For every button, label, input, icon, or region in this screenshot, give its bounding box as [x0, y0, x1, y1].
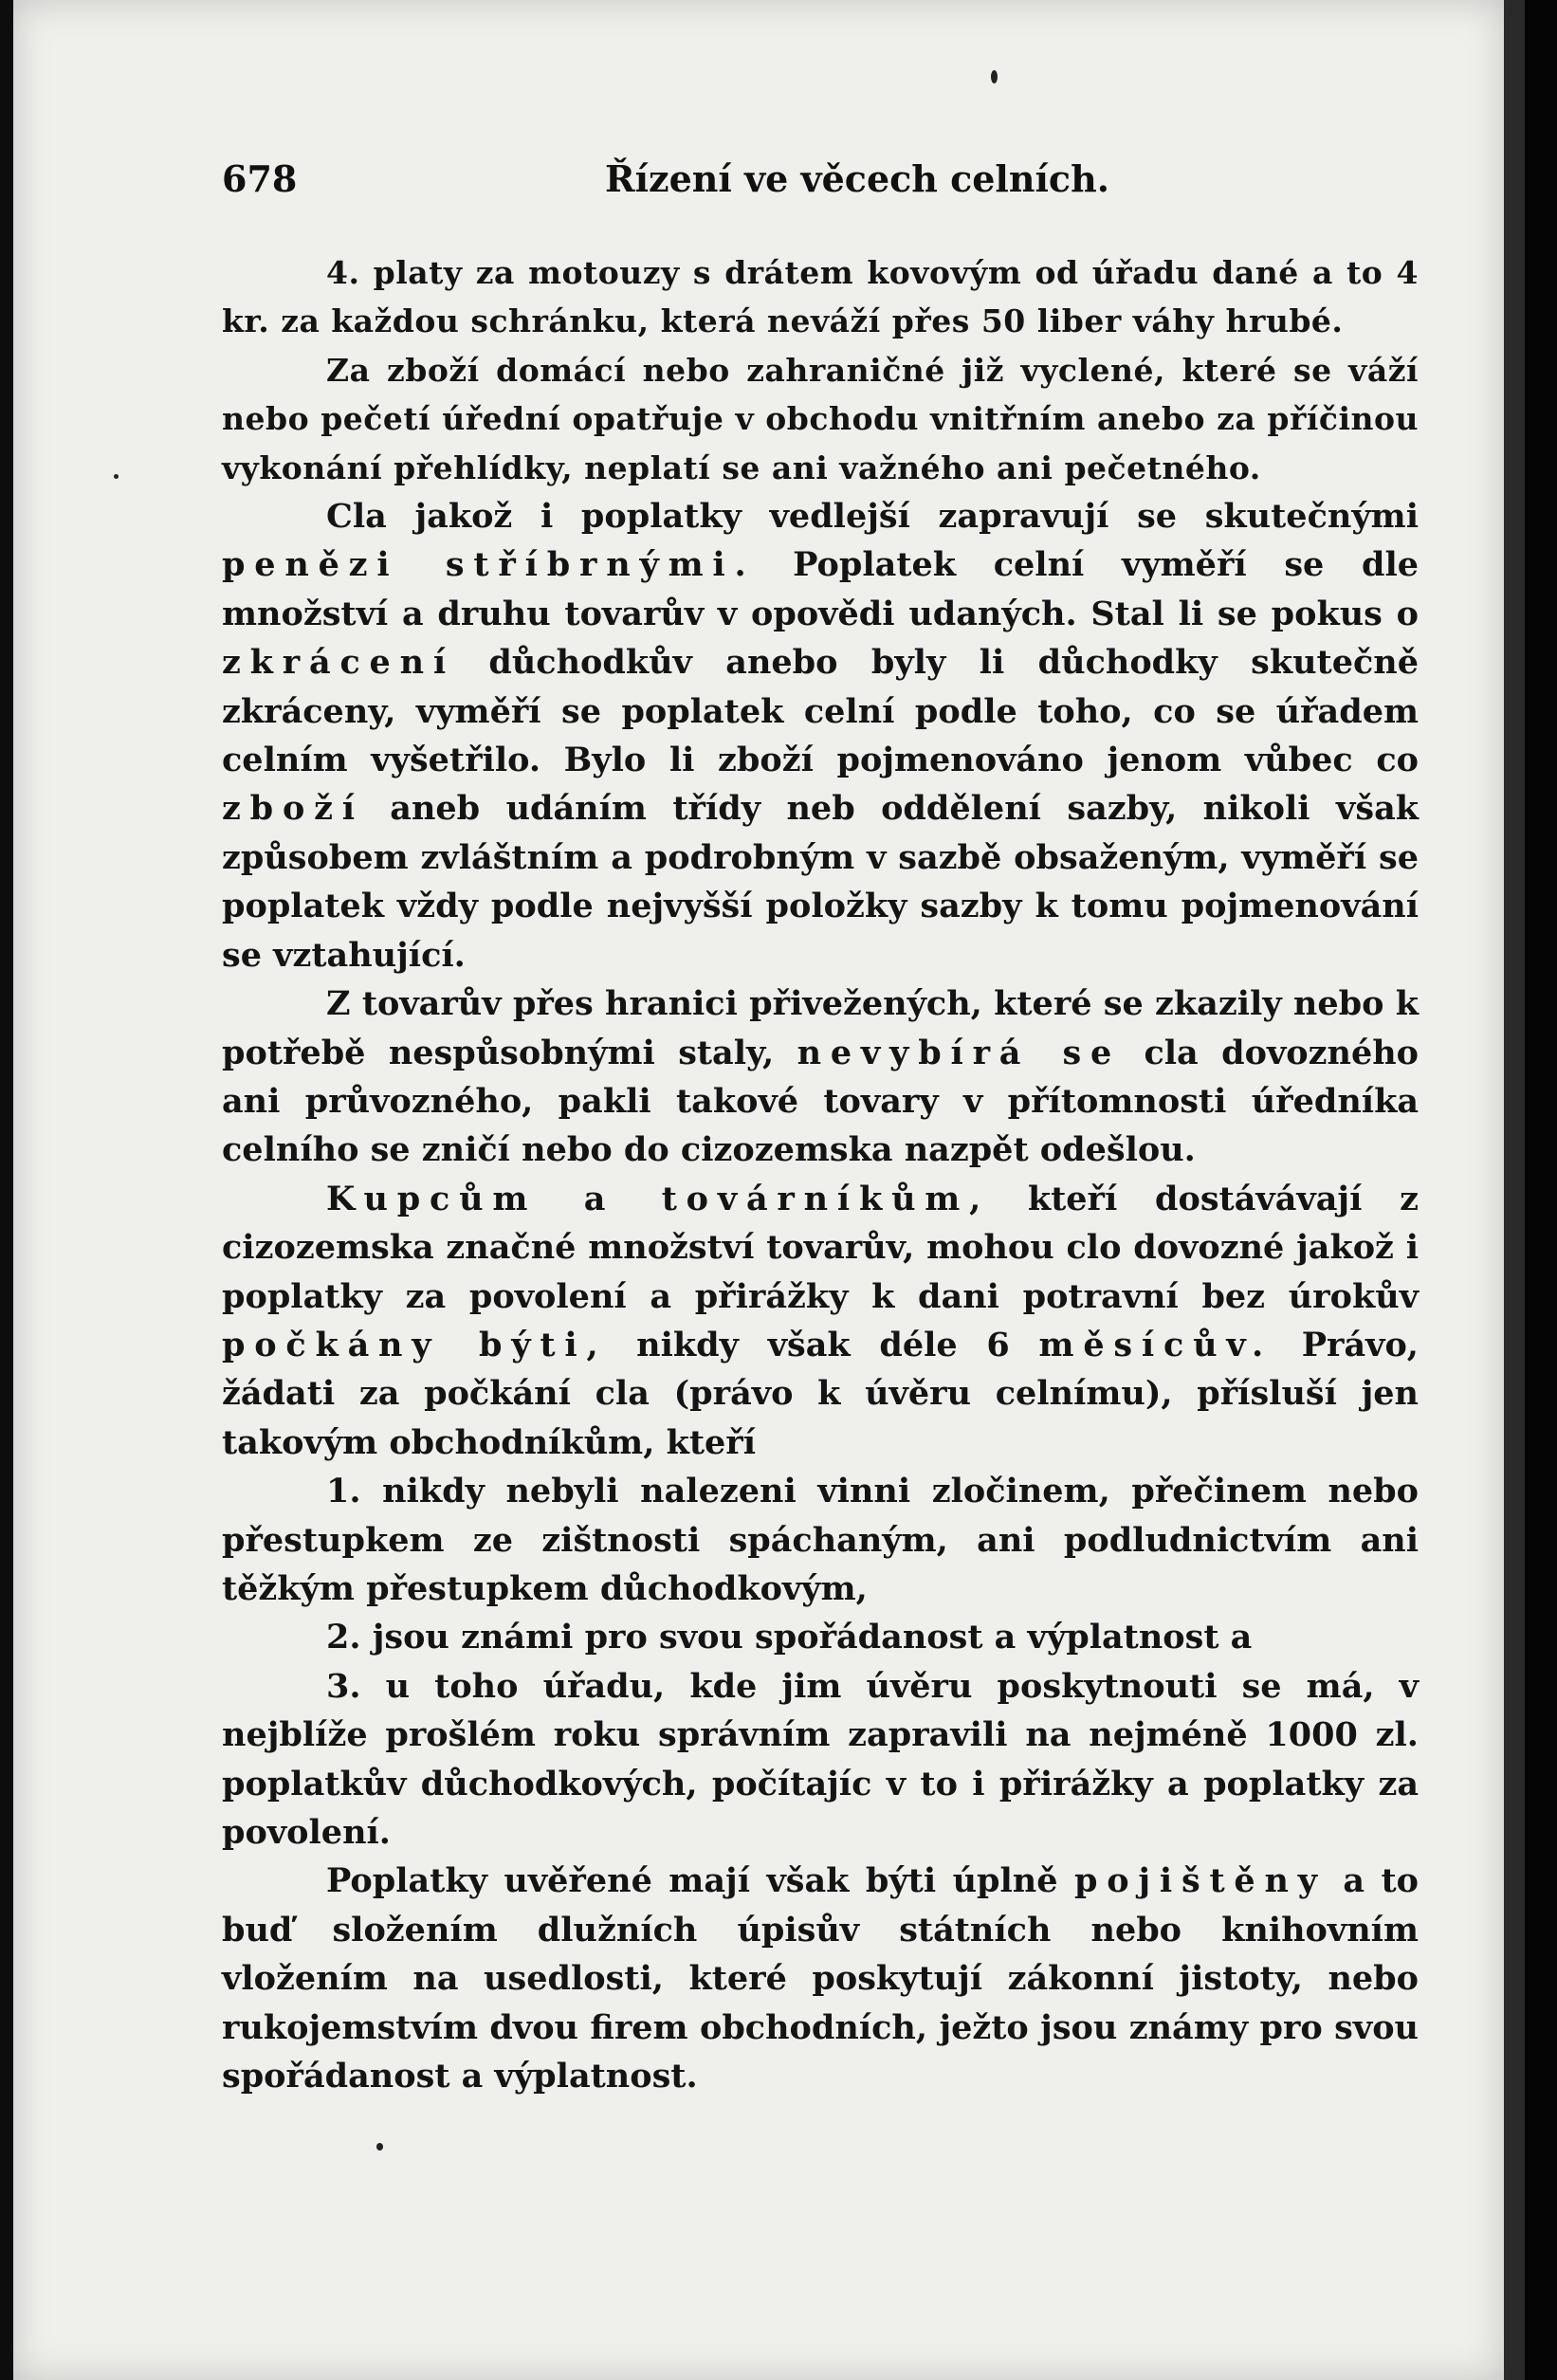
text-run: Poplatky uvěřené mají však býti úplně [326, 1861, 1074, 1901]
text-run: Právo, žádati za počkání cla (právo k úvěru celnímu), přísluší jen takovým obchodníkům, kteří [222, 1325, 1419, 1462]
spaced-emphasis: počkány býti, [222, 1325, 608, 1364]
ink-speck [991, 70, 998, 83]
paragraph-duty-payment [222, 492, 1419, 979]
text-run: nikdy však déle 6 [607, 1325, 1039, 1364]
page-number: 678 [222, 157, 298, 200]
paragraph-item-4 [222, 248, 1419, 346]
text-run: 2. jsou známi pro svou spořádanost a výplatnost a [326, 1618, 1253, 1657]
spaced-emphasis: nevybírá se [797, 1033, 1122, 1072]
paragraph-merchant-credit [222, 1175, 1419, 1467]
text-run: Z tovarův přes hranici přivežených, které se zkazily nebo k potřebě nespůsobnými staly, [222, 984, 1419, 1072]
spaced-emphasis: pojištěny [1073, 1861, 1327, 1901]
text-run: 4. platy za motouzy s drátem kovovým od úřadu dané a to 4 kr. za každou schránku, která neváží přes 50 liber váhy hrubé. [222, 254, 1419, 340]
scan-border [1525, 0, 1557, 2380]
text-run: Poplatek celní vyměří se dle množství a druhu tovarův v opovědi udaných. Stal li se pokus o [222, 545, 1420, 633]
body-text [222, 248, 1419, 2100]
text-run: cla dovozného ani průvozného, pakli takové tovary v přítomnosti úředníka celního se zničí nebo do cizozemska nazpět odešlou. [222, 1033, 1420, 1170]
page-edge-shadow [1504, 0, 1525, 2380]
spaced-emphasis: Kupcům a továrníkům, [326, 1179, 991, 1218]
text-run: 3. u toho úřadu, kde jim úvěru poskytnouti se má, v nejblíže prošlém roku správním zapravili na nejméně 1000 zl. poplatkův důchodkových, počítajíc v to i přirážky a poplatky za povolení. [222, 1666, 1419, 1852]
list-item-condition-2 [222, 1613, 1419, 1661]
text-run: důchodkův anebo byly li důchodky skutečně zkráceny, vyměří se poplatek celní podle toho, co se úřadem celním vyšetřilo. Bylo li zboží pojmenováno jenom vůbec co [222, 643, 1419, 780]
paragraph-security [222, 1857, 1419, 2100]
text-run: Cla jakož i poplatky vedlejší zapravují se skutečnými [326, 497, 1419, 537]
paragraph-sealing-fee [222, 346, 1419, 492]
spaced-emphasis: penězi stříbrnými. [222, 545, 756, 585]
text-run: kteří dostávávají z cizozemska značné množství tovarův, mohou clo dovozné jakož i poplatky za povolení a přirážky k dani potravní bez úrokův [222, 1179, 1419, 1316]
text-run: Za zboží domácí nebo zahraničné již vyclené, které se váží nebo pečetí úřední opatřuje v obchodu vnitřním anebo za příčinou vykonání přehlídky, neplatí se ani važného ani pečetného. [222, 351, 1419, 486]
ink-speck [114, 474, 119, 479]
spaced-emphasis: zboží [222, 789, 364, 829]
list-item-condition-3 [222, 1662, 1419, 1858]
paragraph-spoiled-goods [222, 979, 1419, 1175]
text-run: 1. nikdy nebyli nalezeni vinni zločinem, přečinem nebo přestupkem ze zištnosti spáchaným, ani podludnictvím ani těžkým přestupkem důchodkovým, [222, 1472, 1419, 1608]
running-head [222, 157, 1417, 214]
running-title: Řízení ve věcech celních. [605, 157, 1109, 200]
spaced-emphasis: zkrácení [222, 643, 455, 683]
text-run: aneb udáním třídy neb oddělení sazby, nikoli však způsobem zvláštním a podrobným v sazbě obsaženým, vyměří se poplatek vždy podle nejvyšší položky sazby k tomu pojmenování se vztahující. [222, 789, 1419, 975]
text-run: a to buď složením dlužních úpisův státních nebo knihovním vložením na usedlosti, které poskytují zákonní jistoty, nebo rukojemstvím dvou firem obchodních, ježto jsou známy pro svou spořádanost a výplatnost. [222, 1861, 1419, 2096]
ink-speck [376, 2143, 383, 2151]
spaced-emphasis: měsícův. [1038, 1325, 1273, 1364]
list-item-condition-1 [222, 1467, 1419, 1613]
